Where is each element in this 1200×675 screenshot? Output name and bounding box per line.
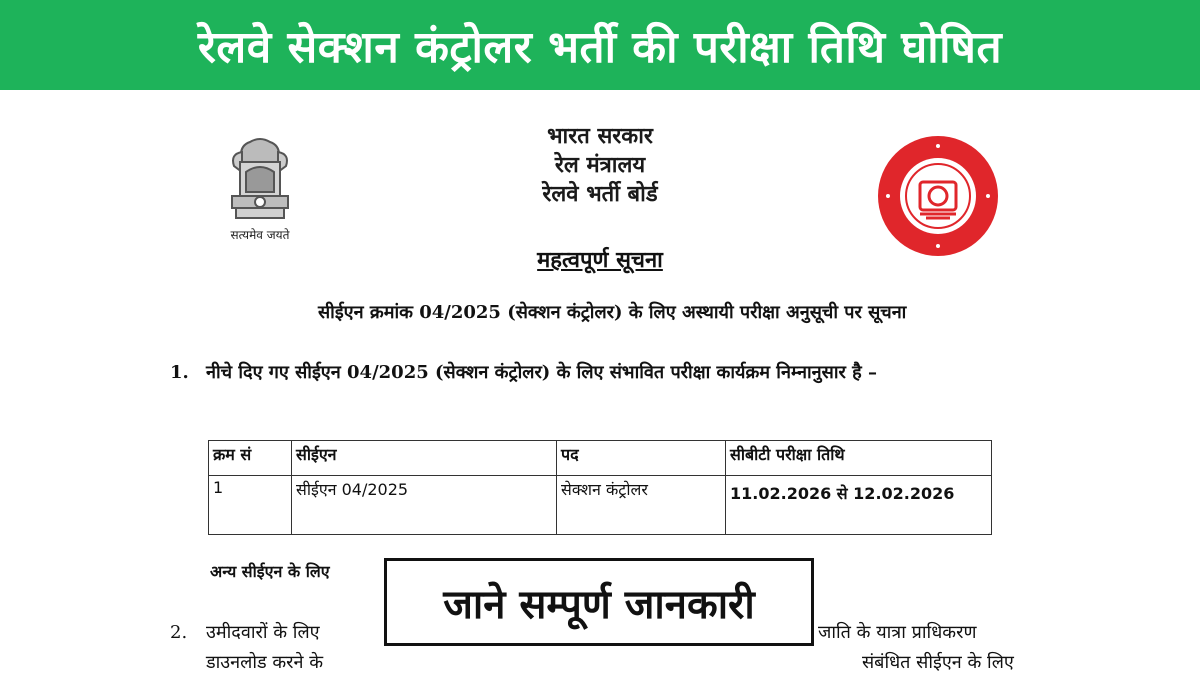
other-cen-text: अन्य सीईएन के लिए bbox=[210, 562, 330, 581]
header-post: पद bbox=[557, 441, 726, 476]
exam-schedule-table bbox=[208, 440, 992, 535]
gov-line-3: रेलवे भर्ती बोर्ड bbox=[542, 181, 658, 207]
cell-serial: 1 bbox=[209, 476, 292, 535]
point-2-right-text: जाति के यात्रा प्राधिकरण bbox=[818, 622, 977, 643]
point-1-text: नीचे दिए गए सीईएन 04/2025 (सेक्शन कंट्रोलर) के लिए संभावित परीक्षा कार्यक्रम निम्नानुसार है – bbox=[206, 362, 877, 383]
gov-line-1: भारत सरकार bbox=[547, 123, 653, 149]
table-row bbox=[209, 476, 992, 535]
emblem-motto: सत्यमेव जयते bbox=[230, 228, 290, 242]
headline-title: रेलवे सेक्शन कंट्रोलर भर्ती की परीक्षा तिथि घोषित bbox=[197, 22, 1003, 73]
line-3-left-text: डाउनलोड करने के bbox=[206, 652, 324, 673]
gov-line-2: रेल मंत्रालय bbox=[554, 152, 646, 178]
notice-subject: सीईएन क्रमांक 04/2025 (सेक्शन कंट्रोलर) के लिए अस्थायी परीक्षा अनुसूची पर सूचना bbox=[318, 302, 907, 323]
know-full-details-label: जाने सम्पूर्ण जानकारी bbox=[443, 581, 755, 628]
notice-heading: महत्वपूर्ण सूचना bbox=[537, 247, 663, 273]
know-full-details-button[interactable] bbox=[384, 558, 814, 646]
header-exam-date: सीबीटी परीक्षा तिथि bbox=[726, 441, 992, 476]
headline-banner bbox=[0, 0, 1200, 90]
cell-exam-date: 11.02.2026 से 12.02.2026 bbox=[726, 476, 992, 535]
line-3-right-text: संबंधित सीईएन के लिए bbox=[862, 652, 1014, 673]
point-1 bbox=[170, 360, 877, 384]
letterhead-title-block bbox=[480, 122, 720, 209]
cell-cen: सीईएन 04/2025 bbox=[292, 476, 557, 535]
point-2-number: 2. bbox=[170, 622, 188, 643]
point-1-number: 1. bbox=[170, 362, 189, 383]
table-header-row bbox=[209, 441, 992, 476]
point-2-text: उमीदवारों के लिए bbox=[206, 622, 320, 643]
point-2 bbox=[170, 620, 320, 644]
header-cen: सीईएन bbox=[292, 441, 557, 476]
indian-railways-logo-icon bbox=[876, 134, 1000, 258]
cell-post: सेक्शन कंट्रोलर bbox=[557, 476, 726, 535]
header-serial: क्रम सं bbox=[209, 441, 292, 476]
